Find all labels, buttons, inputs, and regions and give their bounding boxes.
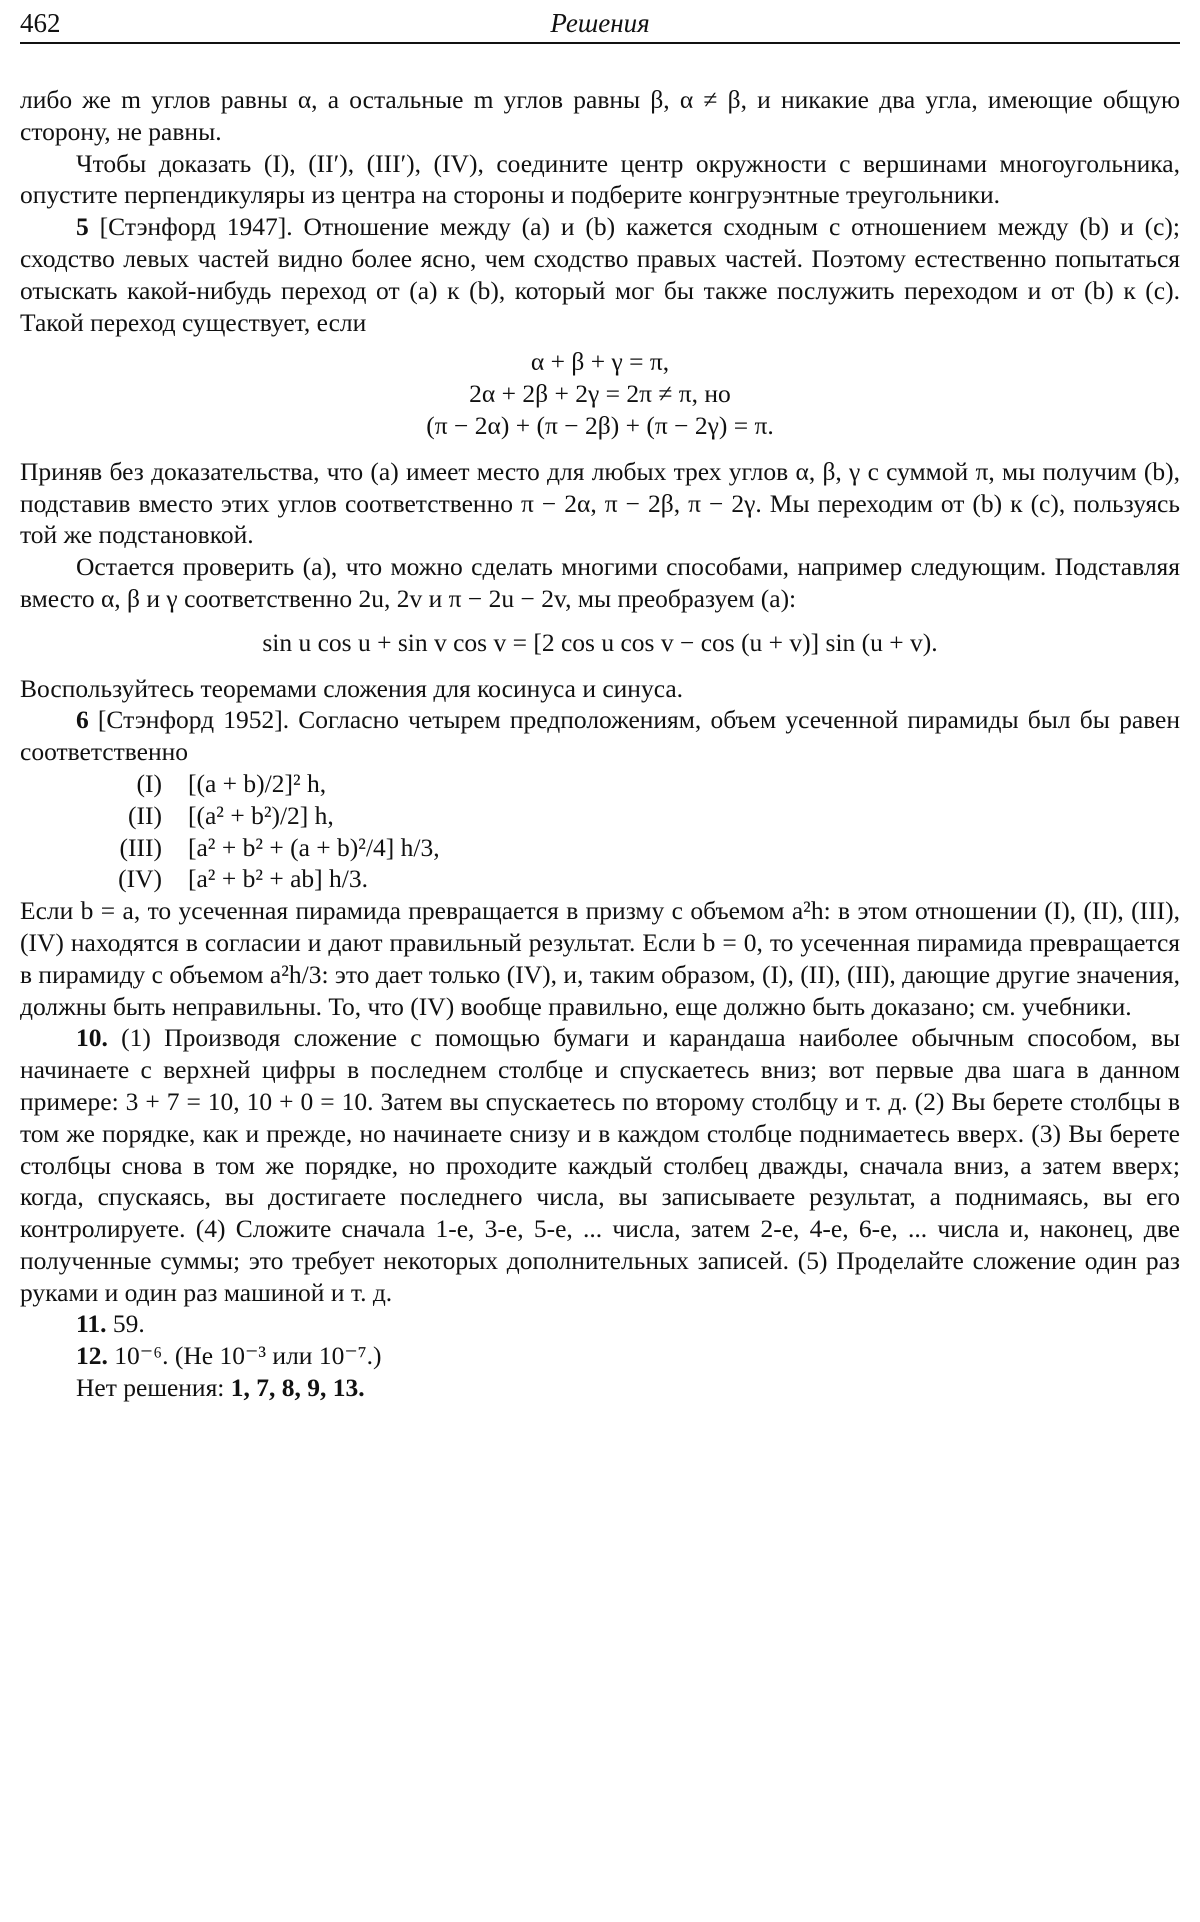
paragraph-text: 59. bbox=[106, 1309, 145, 1339]
list-label: (I) bbox=[136, 768, 162, 798]
list-item bbox=[20, 832, 1180, 864]
paragraph-solution-12 bbox=[20, 1340, 1180, 1372]
equation-3: (π − 2α) + (π − 2β) + (π − 2γ) = π. bbox=[426, 410, 774, 440]
equation-2: 2α + 2β + 2γ = 2π ≠ π, но bbox=[469, 379, 731, 409]
list-label: (II) bbox=[128, 800, 162, 830]
problem-number: 12. bbox=[76, 1341, 108, 1371]
paragraph-frustum-check: Если b = a, то усеченная пирамида превращается в призму с объемом a²h: в этом отношении (I), (II), (III), (IV) находятся в согласии и дают правильный результат. Если b = 0, то усеченная пирамида превращается в пирамиду с объемом a²h/3: это дает только (IV), и, таким образом, (I), (II), (III), дающие другие значения, должны быть неправильны. То, что (IV) вообще правильно, еще должно быть доказано; см. учебники. bbox=[20, 896, 1180, 1021]
paragraph-substitution: Приняв без доказательства, что (a) имеет место для любых трех углов α, β, γ с суммой π, мы получим (b), подставив вместо этих углов соответственно π − 2α, π − 2β, π − 2γ. Мы переходим от (b) к (c), пользуясь той же подстановкой. bbox=[20, 456, 1180, 550]
paragraph-text: [Стэнфорд 1952]. Согласно четырем предположениям, объем усеченной пирамиды был бы равен соответственно bbox=[20, 705, 1180, 767]
paragraph-solution-5 bbox=[20, 211, 1180, 338]
equation-4: sin u cos u + sin v cos v = [2 cos u cos v − cos (u + v)] sin (u + v). bbox=[262, 627, 938, 657]
equation-block bbox=[20, 346, 1180, 441]
page-header bbox=[20, 6, 1180, 44]
equation-block bbox=[20, 627, 1180, 659]
problem-number: 11. bbox=[76, 1309, 107, 1339]
paragraph-text: Нет решения: bbox=[76, 1373, 231, 1403]
equation-1: α + β + γ = π, bbox=[530, 347, 670, 377]
paragraph-solution-6 bbox=[20, 704, 1180, 768]
problem-number: 6 bbox=[76, 705, 89, 735]
running-head: Решения bbox=[550, 8, 650, 38]
page-body bbox=[20, 84, 1180, 1404]
volume-formula-list bbox=[20, 768, 1180, 895]
paragraph-text: 10⁻⁶. (Не 10⁻³ или 10⁻⁷.) bbox=[107, 1341, 382, 1371]
list-expression: [a² + b² + (a + b)²/4] h/3, bbox=[188, 832, 440, 862]
list-item bbox=[20, 800, 1180, 832]
paragraph-text: [Стэнфорд 1947]. Отношение между (a) и (b) кажется сходным с отношением между (b) и (c); сходство левых частей видно более ясно, чем сходство правых частей. Поэтому естественно попытаться отыскать какой-нибудь переход от (a) к (b), который мог бы также послужить переходом и от (b) к (c). Такой переход существует, если bbox=[20, 212, 1180, 337]
list-expression: [(a² + b²)/2] h, bbox=[188, 800, 334, 830]
list-label: (IV) bbox=[118, 864, 162, 894]
problem-numbers: 1, 7, 8, 9, 13. bbox=[230, 1373, 365, 1403]
paragraph-solution-10 bbox=[20, 1022, 1180, 1308]
page-number: 462 bbox=[20, 8, 61, 38]
problem-number: 5 bbox=[76, 212, 89, 242]
paragraph-solution-11 bbox=[20, 1308, 1180, 1340]
problem-number: 10. bbox=[76, 1023, 108, 1053]
paragraph-verify: Остается проверить (a), что можно сделать многими способами, например следующим. Подставляя вместо α, β и γ соответственно 2u, 2v и π − 2u − 2v, мы преобразуем (a): bbox=[20, 552, 1180, 613]
paragraph-continuation: либо же m углов равны α, а остальные m углов равны β, α ≠ β, и никакие два угла, имеющие общую сторону, не равны. bbox=[20, 85, 1180, 146]
list-expression: [(a + b)/2]² h, bbox=[188, 768, 327, 798]
paragraph-no-solution bbox=[20, 1372, 1180, 1404]
paragraph-text: (1) Производя сложение с помощью бумаги и карандаша наиболее обычным способом, вы начинаете с верхней цифры в последнем столбце и спускаетесь вниз; вот первые два шага в данном примере: 3 + 7 = 10, 10 + 0 = 10. Затем вы спускаетесь по второму столбцу и т. д. (2) Вы берете столбцы в том же порядке, как и прежде, но начинаете снизу и в каждом столбце поднимаетесь вверх. (3) Вы берете столбцы снова в том же порядке, но проходите каждый столбец дважды, сначала вниз, а затем вверх; когда, спускаясь, вы достигаете последнего числа, вы записываете результат, а поднимаясь, вы его контролируете. (4) Сложите сначала 1-е, 3-е, 5-е, ... числа, затем 2-е, 4-е, 6-е, ... числа и, наконец, две полученные суммы; это требует некоторых дополнительных записей. (5) Проделайте сложение один раз руками и один раз машиной и т. д. bbox=[20, 1023, 1180, 1307]
list-item bbox=[20, 768, 1180, 800]
list-item bbox=[20, 863, 1180, 895]
list-expression: [a² + b² + ab] h/3. bbox=[188, 864, 369, 894]
paragraph-proof-hint: Чтобы доказать (I), (II′), (III′), (IV), соедините центр окружности с вершинами многоугольника, опустите перпендикуляры из центра на стороны и подберите конгруэнтные треугольники. bbox=[20, 148, 1180, 210]
list-label: (III) bbox=[119, 832, 162, 862]
paragraph-addition-theorems: Воспользуйтесь теоремами сложения для косинуса и синуса. bbox=[20, 673, 684, 703]
